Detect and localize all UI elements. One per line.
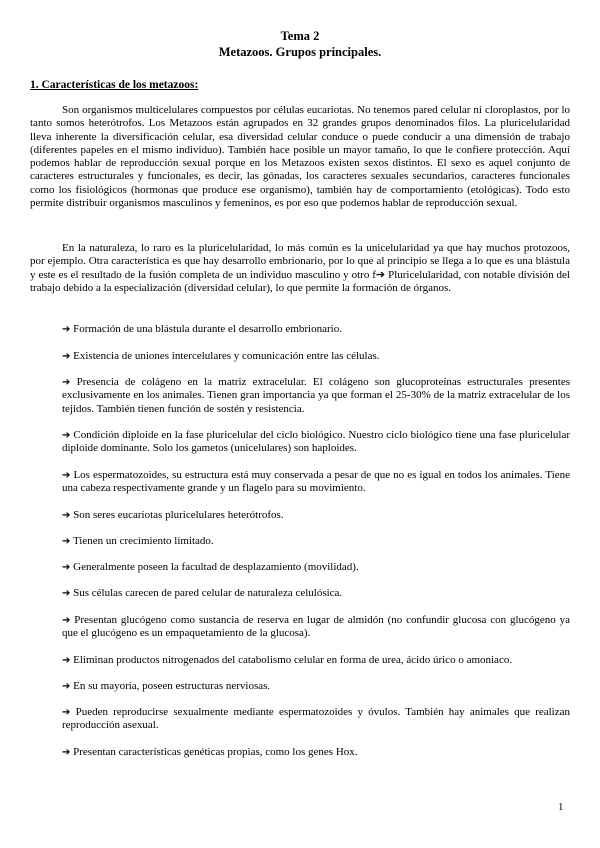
page-number: 1 [558, 801, 564, 813]
section-heading: 1. Características de los metazoos: [30, 79, 199, 91]
bullet-item [62, 429, 570, 456]
bullet-text: Sus células carecen de pared celular de naturaleza celulósica. [73, 587, 343, 599]
bullet-text: Tienen un crecimiento limitado. [72, 535, 214, 547]
document-title: Tema 2 [280, 29, 320, 43]
bullet-text: Presentan características genéticas propias, como los genes Hox. [73, 746, 358, 758]
arrow-icon: ➔ [62, 655, 71, 666]
arrow-icon: ➔ [62, 470, 71, 481]
document-subtitle: Metazoos. Grupos principales. [218, 45, 382, 59]
arrow-icon: ➔ [62, 430, 71, 441]
bullet-item [62, 323, 570, 336]
bullet-text: En su mayoría, poseen estructuras nerviosas. [73, 680, 271, 692]
paragraph-2: En la naturaleza, lo raro es la pluricelularidad, lo más común es la unicelularidad ya que hay muchos protozoos, por ejemplo. Otra característica es que hay desarrollo embrionario, por lo que al principio se llega a lo que es una blástula y este es el resultado de la fusión completa de un individuo masculino y otro f➔ Pluricelularidad, con notable división del trabajo debido a la especialización (diversidad celular), lo que permite la formación de órganos. [30, 242, 570, 294]
arrow-icon: ➔ [62, 510, 71, 521]
bullet-item [62, 614, 570, 641]
bullet-text: Presentan glucógeno como sustancia de reserva en lugar de almidón (no confundir glucosa con glucógeno ya que el glucógeno es un empaquetamiento de la glucosa). [62, 614, 571, 640]
bullet-text: Eliminan productos nitrogenados del catabolismo celular en forma de urea, ácido úrico o amoniaco. [73, 654, 513, 666]
bullet-item [62, 350, 570, 363]
arrow-icon: ➔ [62, 324, 71, 335]
bullet-item [62, 376, 570, 416]
bullet-text: Condición diploide en la fase pluricelular del ciclo biológico. Nuestro ciclo biológico tiene una fase pluricelular diploide dominante. Solo los gametos (unicelulares) son haploides. [62, 429, 570, 455]
bullet-text: Generalmente poseen la facultad de desplazamiento (movilidad). [73, 561, 359, 573]
bullet-item [62, 535, 570, 548]
arrow-icon: ➔ [62, 747, 71, 758]
bullet-item [62, 561, 570, 574]
arrow-icon: ➔ [62, 562, 71, 573]
arrow-icon: ➔ [62, 615, 71, 626]
bullet-item [62, 509, 570, 522]
bullet-text: Presencia de colágeno en la matriz extracelular. El colágeno son glucoproteínas estructurales presentes exclusivamente en los animales. Tienen gran importancia ya que forman el 25-30% de la matriz extracelular de los tejidos. También tienen función de sostén y resistencia. [62, 376, 571, 415]
bullet-text: Formación de una blástula durante el desarrollo embrionario. [73, 323, 342, 335]
arrow-icon: ➔ [62, 681, 71, 692]
bullet-item [62, 680, 570, 693]
paragraph-1: Son organismos multicelulares compuestos por células eucariotas. No tenemos pared celular ni cloroplastos, por lo tanto somos heterótrofos. Los Metazoos están agrupados en 32 grandes grupos denominados filos. La pluricelularidad lleva inherente la diversificación celular, esa diversidad celular conduce o puede conducir a una dimensión de trabajo (diferentes papeles en el mismo individuo). También hace posible un mayor tamaño, lo que le confiere protección. Aquí podemos hablar de reproducción sexual porque en los Metazoos existen sexos distintos. El sexo es aquel conjunto de caracteres estructurales y funcionales, es decir, las gónadas, los caracteres sexuales secundarios, caracteres funcionales como los fisiológicos (hormonas que produce ese organismo), también hay de comportamiento (etológicas). Todo esto permite distribuir organismos masculinos y femeninos, es por eso que podemos hablar de reproducción sexual. [30, 104, 570, 210]
bullet-text: Son seres eucariotas pluricelulares heterótrofos. [73, 509, 284, 521]
bullet-item [62, 654, 570, 667]
arrow-icon: ➔ [62, 588, 71, 599]
bullet-item [62, 706, 570, 733]
bullet-text: Existencia de uniones intercelulares y comunicación entre las células. [73, 350, 380, 362]
bullet-item [62, 587, 570, 600]
bullet-item [62, 469, 570, 496]
arrow-icon: ➔ [62, 377, 71, 388]
bullet-item [62, 746, 570, 759]
bullet-text: Los espermatozoides, su estructura está muy conservada a pesar de que no es igual en todos los animales. Tiene una cabeza respectivamente grande y un flagelo para su movimiento. [62, 469, 571, 495]
arrow-icon: ➔ [62, 707, 71, 718]
bullet-text: Pueden reproducirse sexualmente mediante espermatozoides y óvulos. También hay animales que realizan reproducción asexual. [62, 706, 571, 732]
arrow-icon: ➔ [62, 536, 71, 547]
arrow-icon: ➔ [62, 351, 71, 362]
